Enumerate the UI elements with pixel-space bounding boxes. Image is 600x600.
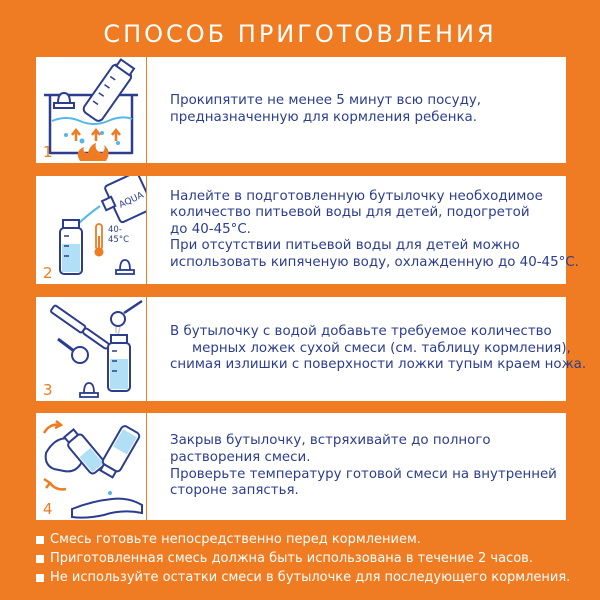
- note-text: Приготовленная смесь должна быть использована в течение 2 часов.: [50, 551, 533, 566]
- bullet-square-icon: [36, 574, 44, 582]
- step-2-card: [36, 176, 579, 284]
- step-2-line: Налейте в подготовленную бутылочку необходимое: [170, 188, 543, 204]
- note-text: Смесь готовьте непосредственно перед кормлением.: [50, 532, 421, 547]
- step-4-line: Закрыв бутылочку, встряхивайте до полного: [170, 433, 491, 449]
- step-4-illustration: [36, 413, 147, 520]
- aqua-brand-label: AQUA: [117, 190, 146, 211]
- bullet-square-icon: [36, 555, 44, 563]
- step-2-number: 2: [43, 264, 53, 282]
- note-text: Не используйте остатки смеси в бутылочке для последующего кормления.: [50, 570, 571, 585]
- step-1-number: 1: [43, 143, 53, 161]
- step-3-line: снимая излишки с поверхности ложки тупым краем ножа.: [170, 357, 587, 373]
- step-3-number: 3: [43, 381, 53, 399]
- step-3-text: [170, 297, 587, 401]
- step-4-card: [36, 413, 566, 520]
- step-4-line: стороне запястья.: [170, 483, 299, 499]
- notes-list: [36, 530, 576, 587]
- step-1-card: [36, 57, 566, 163]
- bullet-square-icon: [36, 536, 44, 544]
- temperature-label: 40-: [108, 225, 122, 235]
- step-4-line: Проверьте температуру готовой смеси на внутренней: [170, 466, 557, 482]
- step-2-line: до 40-45°C.: [170, 221, 251, 237]
- step-2-text: [170, 176, 579, 284]
- page-title: СПОСОБ ПРИГОТОВЛЕНИЯ: [103, 20, 497, 48]
- note-item: [36, 549, 576, 568]
- temperature-label: 45°C: [108, 235, 130, 245]
- step-1-line: предназначенную для кормления ребенка.: [170, 110, 478, 125]
- note-item: [36, 530, 576, 549]
- step-2-line: При отсутствии питьевой воды для детей можно: [170, 238, 520, 254]
- step-1-illustration: [36, 57, 147, 163]
- step-4-line: растворения смеси.: [170, 449, 311, 465]
- step-3-line: мерных ложек сухой смеси (см. таблицу кормления),: [192, 340, 571, 356]
- step-3-line: В бутылочку с водой добавьте требуемое количество: [170, 324, 552, 340]
- step-2-line: количество питьевой воды для детей, подогретой: [170, 205, 530, 221]
- step-3-card: [36, 297, 587, 401]
- step-4-number: 4: [43, 500, 53, 518]
- step-1-line: Прокипятите не менее 5 минут всю посуду,: [170, 93, 482, 109]
- step-2-line: использовать кипяченую воду, охлажденную до 40-45°C.: [170, 254, 579, 270]
- step-4-text: [170, 413, 558, 520]
- step-2-illustration: [36, 176, 147, 284]
- step-1-text: [170, 57, 558, 163]
- step-3-illustration: [36, 297, 147, 401]
- note-item: [36, 568, 576, 587]
